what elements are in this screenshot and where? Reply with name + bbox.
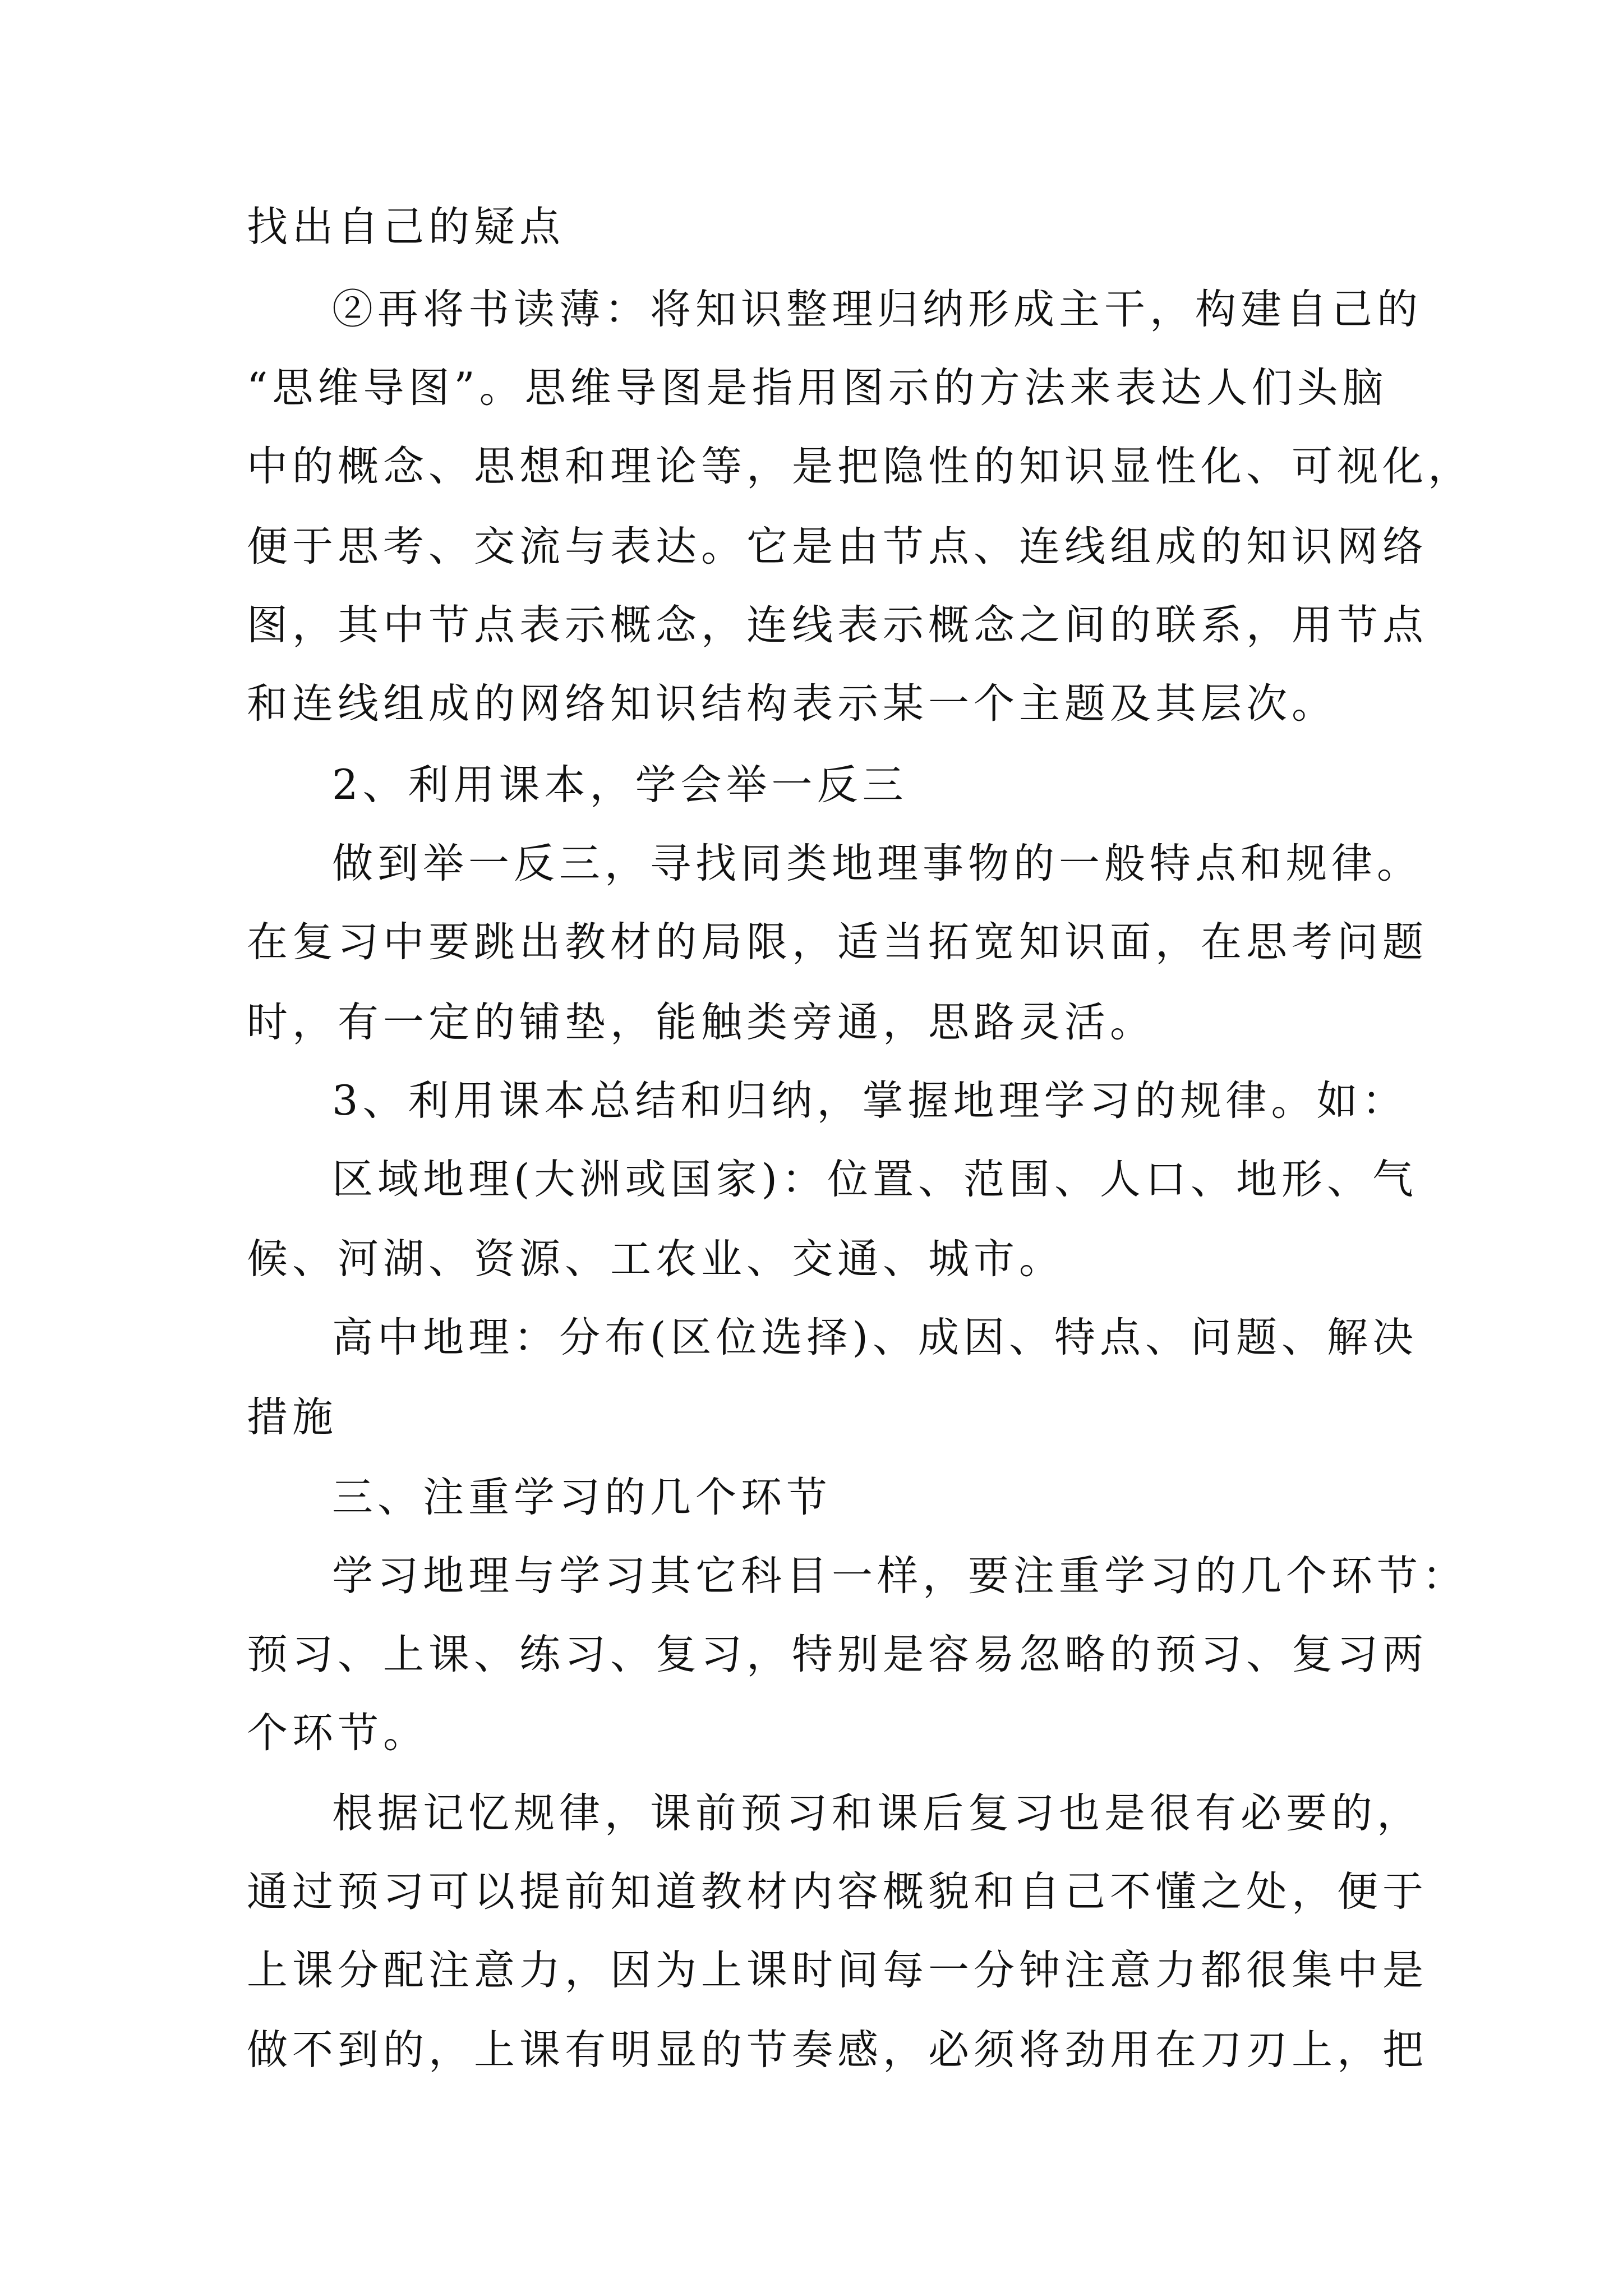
- text-line: 区域地理(大洲或国家)：位置、范围、人口、地形、气: [332, 1156, 1418, 1203]
- text-line: 通过预习可以提前知道教材内容概貌和自己不懂之处，便于: [247, 1868, 1428, 1916]
- text-line: 做不到的，上课有明显的节奏感，必须将劲用在刀刃上，把: [247, 2026, 1428, 2074]
- text-line: 图，其中节点表示概念，连线表示概念之间的联系，用节点: [247, 601, 1428, 649]
- section-heading: 3、利用课本总结和归纳，掌握地理学习的规律。如：: [332, 1077, 1408, 1125]
- text-line: 在复习中要跳出教材的局限，适当拓宽知识面，在思考问题: [247, 918, 1428, 966]
- text-line: 中的概念、思想和理论等，是把隐性的知识显性化、可视化，: [247, 443, 1473, 490]
- text-line: 上课分配注意力，因为上课时间每一分钟注意力都很集中是: [247, 1947, 1428, 1994]
- text-line: 找出自己的疑点: [247, 203, 565, 251]
- text-line: 学习地理与学习其它科目一样，要注重学习的几个环节：: [332, 1552, 1468, 1600]
- text-line: 预习、上课、练习、复习，特别是容易忽略的预习、复习两: [247, 1631, 1428, 1678]
- text-line: 高中地理：分布(区位选择)、成因、特点、问题、解决: [332, 1314, 1418, 1361]
- text-line: 个环节。: [247, 1709, 428, 1757]
- text-line: 措施: [247, 1393, 338, 1441]
- text-line: 做到举一反三，寻找同类地理事物的一般特点和规律。: [332, 840, 1422, 887]
- text-line: 时，有一定的铺垫，能触类旁通，思路灵活。: [247, 999, 1155, 1046]
- section-heading: 三、注重学习的几个环节: [332, 1474, 832, 1521]
- text-line: ②再将书读薄：将知识整理归纳形成主干，构建自己的: [332, 286, 1422, 333]
- text-line: 和连线组成的网络知识结构表示某一个主题及其层次。: [247, 680, 1337, 728]
- section-heading: 2、利用课本，学会举一反三: [332, 761, 908, 809]
- text-line: “思维导图”。思维导图是指用图示的方法来表达人们头脑: [247, 364, 1388, 412]
- text-line: 候、河湖、资源、工农业、交通、城市。: [247, 1235, 1064, 1283]
- text-line: 根据记忆规律，课前预习和课后复习也是很有必要的，: [332, 1789, 1422, 1837]
- text-line: 便于思考、交流与表达。它是由节点、连线组成的知识网络: [247, 523, 1428, 570]
